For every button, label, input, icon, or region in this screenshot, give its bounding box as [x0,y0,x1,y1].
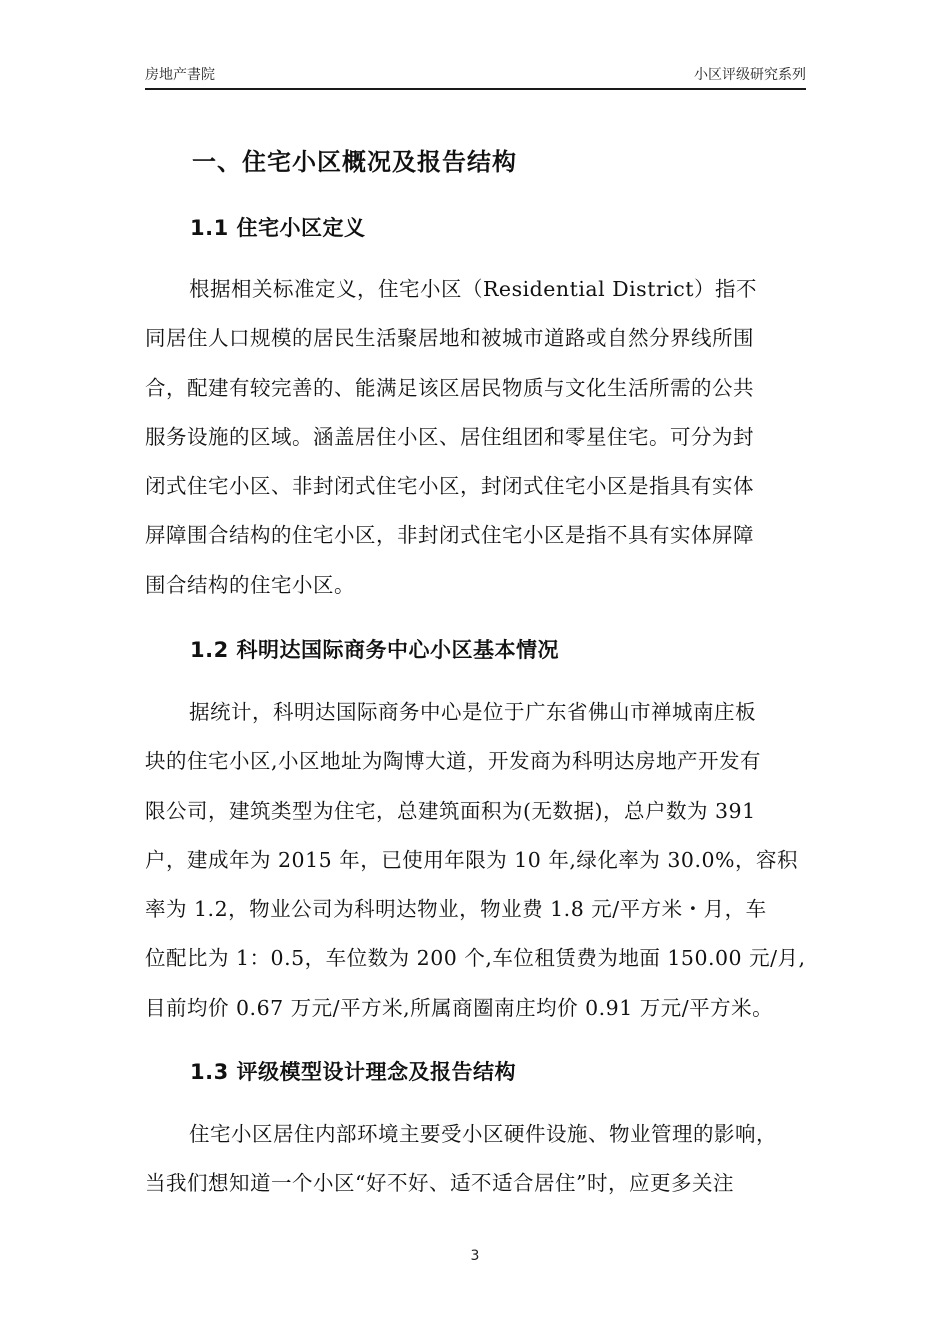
header-publisher: 房地产書院 [145,67,215,83]
section-1-2-paragraph [145,688,810,1033]
section-heading-1-1: 1.1 住宅小区定义 [190,216,366,240]
section-heading-1-2: 1.2 科明达国际商务中心小区基本情况 [190,638,560,662]
page-header [145,64,806,90]
text-line: 合，配建有较完善的、能满足该区居民物质与文化生活所需的公共 [145,375,754,400]
header-series: 小区评级研究系列 [694,67,806,83]
chapter-title: 一、住宅小区概况及报告结构 [192,148,517,176]
section-1-3-paragraph [145,1110,810,1209]
text-line: 位配比为 1：0.5，车位数为 200 个,车位租赁费为地面 150.00 元/月, [145,946,806,971]
section-1-1-paragraph [145,265,810,610]
page-number: 3 [470,1248,480,1264]
text-line: 屏障围合结构的住宅小区，非封闭式住宅小区是指不具有实体屏障 [145,523,754,548]
text-line: 根据相关标准定义，住宅小区（Residential District）指不 [189,277,758,301]
text-line: 围合结构的住宅小区。 [145,572,355,597]
text-line: 率为 1.2，物业公司为科明达物业，物业费 1.8 元/平方米・月，车 [145,897,767,922]
text-line: 目前均价 0.67 万元/平方米,所属商圈南庄均价 0.91 万元/平方米。 [145,995,774,1020]
text-line: 据统计，科明达国际商务中心是位于广东省佛山市禅城南庄板 [189,700,756,724]
text-line: 户，建成年为 2015 年，已使用年限为 10 年,绿化率为 30.0%，容积 [145,847,798,872]
text-line: 当我们想知道一个小区“好不好、适不适合居住”时，应更多关注 [145,1171,734,1196]
text-line: 同居住人口规模的居民生活聚居地和被城市道路或自然分界线所围 [145,326,754,351]
text-line: 住宅小区居住内部环境主要受小区硬件设施、物业管理的影响， [189,1122,777,1146]
text-line: 服务设施的区域。涵盖居住小区、居住组团和零星住宅。可分为封 [145,424,754,449]
section-heading-1-3: 1.3 评级模型设计理念及报告结构 [190,1060,517,1084]
text-line: 块的住宅小区,小区地址为陶博大道，开发商为科明达房地产开发有 [145,749,762,774]
text-line: 闭式住宅小区、非封闭式住宅小区，封闭式住宅小区是指具有实体 [145,474,754,499]
text-line: 限公司，建筑类型为住宅，总建筑面积为(无数据)，总户数为 391 [145,798,756,823]
